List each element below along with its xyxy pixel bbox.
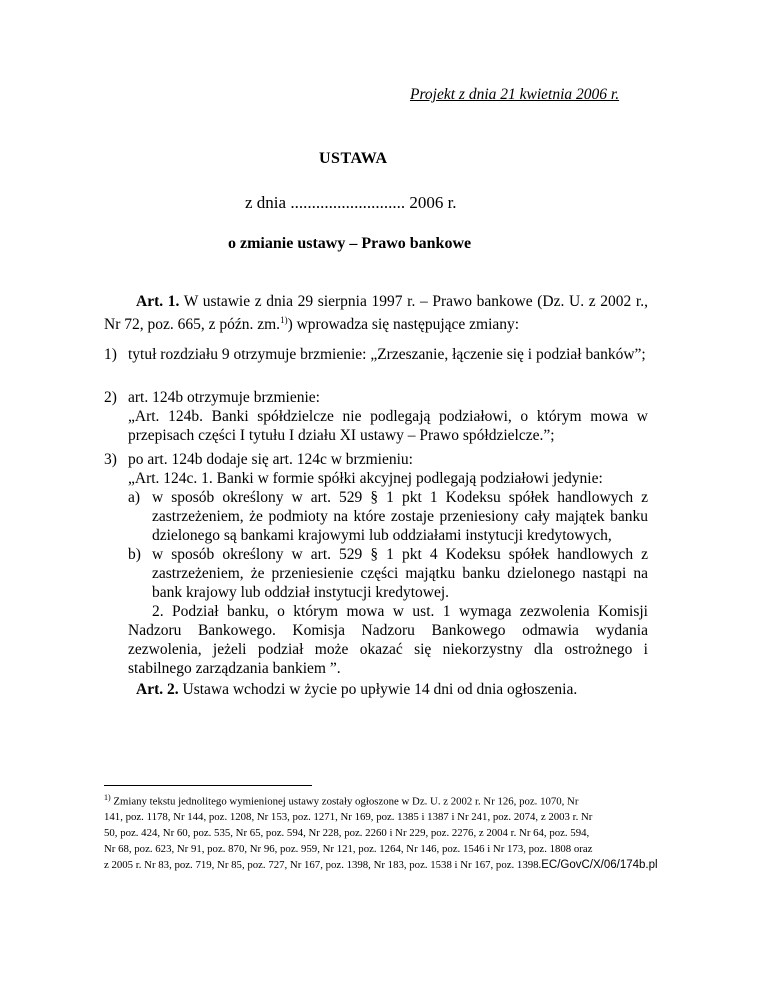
article-2-label: Art. 2.: [136, 681, 179, 698]
sub-item-text: w sposób określony w art. 529 § 1 pkt 4 Kodeksu spółek handlowych z zastrzeżeniem, że przeniesienie części majątku banku dzielonego nastąpi na bank krajowy lub oddział instytucji kredytowej.: [152, 546, 648, 601]
list-item: [104, 345, 648, 364]
item-number: 2): [104, 389, 117, 406]
item-quote: „Art. 124b. Banki spółdzielcze nie podlegają podziałowi, o którym mowa w przepisach części I tytułu I działu XI ustawy – Prawo spółdzielcze.”;: [128, 408, 648, 444]
sub-item-text: w sposób określony w art. 529 § 1 pkt 1 Kodeksu spółek handlowych z zastrzeżeniem, że podmioty na które zostaje przeniesiony cały majątek banku dzielonego są bankami krajowymi lub oddziałami instytucji kredytowych,: [152, 489, 648, 544]
footnote-line: Nr 68, poz. 623, Nr 91, poz. 870, Nr 96, poz. 959, Nr 121, poz. 1264, Nr 146, poz. 1546 i Nr 173, poz. 1808 oraz: [104, 842, 593, 855]
act-subtitle: o zmianie ustawy – Prawo bankowe: [228, 235, 472, 252]
list-item: [104, 388, 648, 445]
sub-item-a: [128, 488, 648, 545]
item-line: po art. 124b dodaje się art. 124c w brzmieniu:: [128, 451, 413, 468]
footnote-text: z 2005 r. Nr 83, poz. 719, Nr 85, poz. 727, Nr 167, poz. 1398, Nr 183, poz. 1538 i Nr 167, poz. 1398.: [104, 858, 542, 871]
article-2: [136, 681, 577, 699]
footnote-mark: 1): [104, 793, 111, 802]
article-1-label: Art. 1.: [136, 293, 180, 310]
item-quote: „Art. 124c. 1. Banki w formie spółki akcyjnej podlegają podziałowi jedynie:: [128, 470, 603, 487]
document-title: USTAWA: [319, 150, 388, 167]
sub-item-b: [128, 545, 648, 602]
item-paragraph-2: 2. Podział banku, o którym mowa w ust. 1 wymaga zezwolenia Komisji Nadzoru Bankowego. Komisja Nadzoru Bankowego odmawia wydania zezwolenia, jeżeli podział może okazać się niekorzystny dla ostrożnego i stabilnego zarządzania bankiem ”.: [128, 603, 648, 677]
item-line: art. 124b otrzymuje brzmienie:: [128, 389, 320, 406]
list-item: [104, 450, 648, 678]
item-number: 3): [104, 451, 117, 468]
item-number: 1): [104, 346, 117, 363]
footnote-line: 50, poz. 424, Nr 60, poz. 535, Nr 65, poz. 594, Nr 228, poz. 2260 i Nr 229, poz. 2276, z 2004 r. Nr 64, poz. 594,: [104, 827, 590, 840]
footnote-line: [104, 790, 754, 810]
article-2-text: Ustawa wchodzi w życie po upływie 14 dni od dnia ogłoszenia.: [178, 681, 578, 698]
item-text: tytuł rozdziału 9 otrzymuje brzmienie: „Zrzeszanie, łączenie się i podział banków”;: [128, 346, 646, 363]
footnote-ref: 1): [280, 315, 288, 325]
act-date: z dnia ........................... 2006 r.: [245, 193, 457, 212]
sub-item-label: b): [128, 546, 141, 563]
document-reference: EC/GovC/X/06/174b.pl: [541, 858, 658, 871]
sub-item-label: a): [128, 489, 141, 506]
article-1: [104, 292, 648, 334]
article-1-text-b: ) wprowadza się następujące zmiany:: [287, 316, 520, 334]
footnote-line: 141, poz. 1178, Nr 144, poz. 1208, Nr 153, poz. 1271, Nr 169, poz. 1385 i 1387 i Nr 241, poz. 2074, z 2003 r. Nr: [104, 811, 593, 824]
footnote-line: [104, 858, 754, 874]
footnote-separator: [104, 785, 312, 786]
project-date: Projekt z dnia 21 kwietnia 2006 r.: [410, 86, 620, 103]
article-1-text-a: W ustawie z dnia 29 sierpnia 1997 r. – Prawo bankowe (Dz. U. z 2002 r., Nr 72, poz. 665, z późn. zm.: [104, 293, 648, 334]
footnote-text: Zmiany tekstu jednolitego wymienionej ustawy zostały ogłoszone w Dz. U. z 2002 r. Nr 126, poz. 1070, Nr: [110, 795, 579, 808]
footnote: [104, 790, 754, 874]
